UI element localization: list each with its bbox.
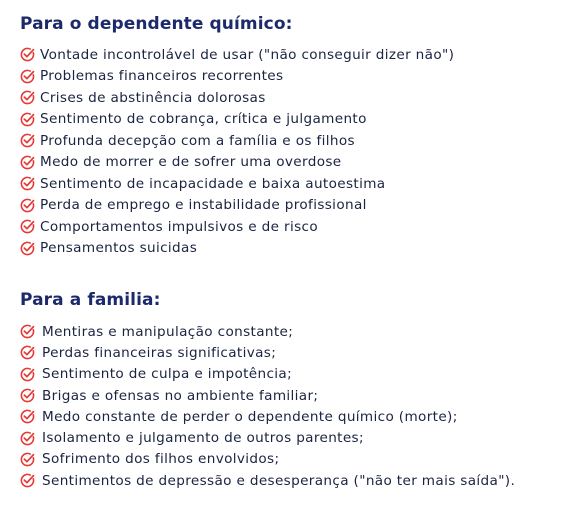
list-item xyxy=(20,66,570,88)
check-circle-icon xyxy=(20,324,35,339)
list-item xyxy=(20,87,570,109)
list-item xyxy=(20,470,570,491)
item-text: Perdas financeiras significativas; xyxy=(42,344,277,361)
item-text: Medo de morrer e de sofrer uma overdose xyxy=(40,154,342,171)
list-item xyxy=(20,216,570,238)
list-item xyxy=(20,406,570,427)
item-text: Comportamentos impulsivos e de risco xyxy=(40,218,319,235)
check-circle-icon xyxy=(20,198,35,213)
check-circle-icon xyxy=(20,388,35,403)
check-circle-icon xyxy=(20,367,35,382)
check-circle-icon xyxy=(20,155,35,170)
item-list xyxy=(20,44,570,259)
section-dependente xyxy=(20,12,570,259)
list-item xyxy=(20,449,570,470)
item-text: Sentimento de incapacidade e baixa autoestima xyxy=(40,175,386,192)
item-text: Sentimentos de depressão e desesperança ("não ter mais saída"). xyxy=(42,472,516,489)
list-item xyxy=(20,44,570,66)
list-item xyxy=(20,385,570,406)
item-text: Profunda decepção com a família e os filhos xyxy=(40,132,355,149)
list-item xyxy=(20,109,570,131)
list-item xyxy=(20,130,570,152)
section-title: Para o dependente químico: xyxy=(20,14,293,34)
item-text: Medo constante de perder o dependente químico (morte); xyxy=(42,408,458,425)
check-circle-icon xyxy=(20,241,35,256)
check-circle-icon xyxy=(20,133,35,148)
check-circle-icon xyxy=(20,409,35,424)
check-circle-icon xyxy=(20,431,35,446)
item-text: Problemas financeiros recorrentes xyxy=(40,68,284,85)
list-item xyxy=(20,364,570,385)
list-item xyxy=(20,195,570,217)
item-text: Sentimento de cobrança, crítica e julgamento xyxy=(40,111,367,128)
check-circle-icon xyxy=(20,176,35,191)
item-text: Perda de emprego e instabilidade profissional xyxy=(40,197,367,214)
section-title: Para a familia: xyxy=(20,290,161,310)
item-text: Mentiras e manipulação constante; xyxy=(42,323,294,340)
item-text: Crises de abstinência dolorosas xyxy=(40,89,266,106)
check-circle-icon xyxy=(20,345,35,360)
check-circle-icon xyxy=(20,112,35,127)
item-text: Vontade incontrolável de usar ("não conseguir dizer não") xyxy=(40,46,455,63)
check-circle-icon xyxy=(20,473,35,488)
item-list xyxy=(20,321,570,491)
list-item xyxy=(20,173,570,195)
item-text: Sofrimento dos filhos envolvidos; xyxy=(42,451,280,468)
item-text: Brigas e ofensas no ambiente familiar; xyxy=(42,387,319,404)
section-familia xyxy=(20,288,570,491)
list-item xyxy=(20,152,570,174)
check-circle-icon xyxy=(20,90,35,105)
check-circle-icon xyxy=(20,219,35,234)
item-text: Pensamentos suicidas xyxy=(40,240,198,257)
check-circle-icon xyxy=(20,47,35,62)
item-text: Isolamento e julgamento de outros parentes; xyxy=(42,430,364,447)
check-circle-icon xyxy=(20,452,35,467)
list-item xyxy=(20,342,570,363)
list-item xyxy=(20,321,570,342)
list-item xyxy=(20,238,570,260)
check-circle-icon xyxy=(20,69,35,84)
list-item xyxy=(20,427,570,448)
item-text: Sentimento de culpa e impotência; xyxy=(42,366,293,383)
